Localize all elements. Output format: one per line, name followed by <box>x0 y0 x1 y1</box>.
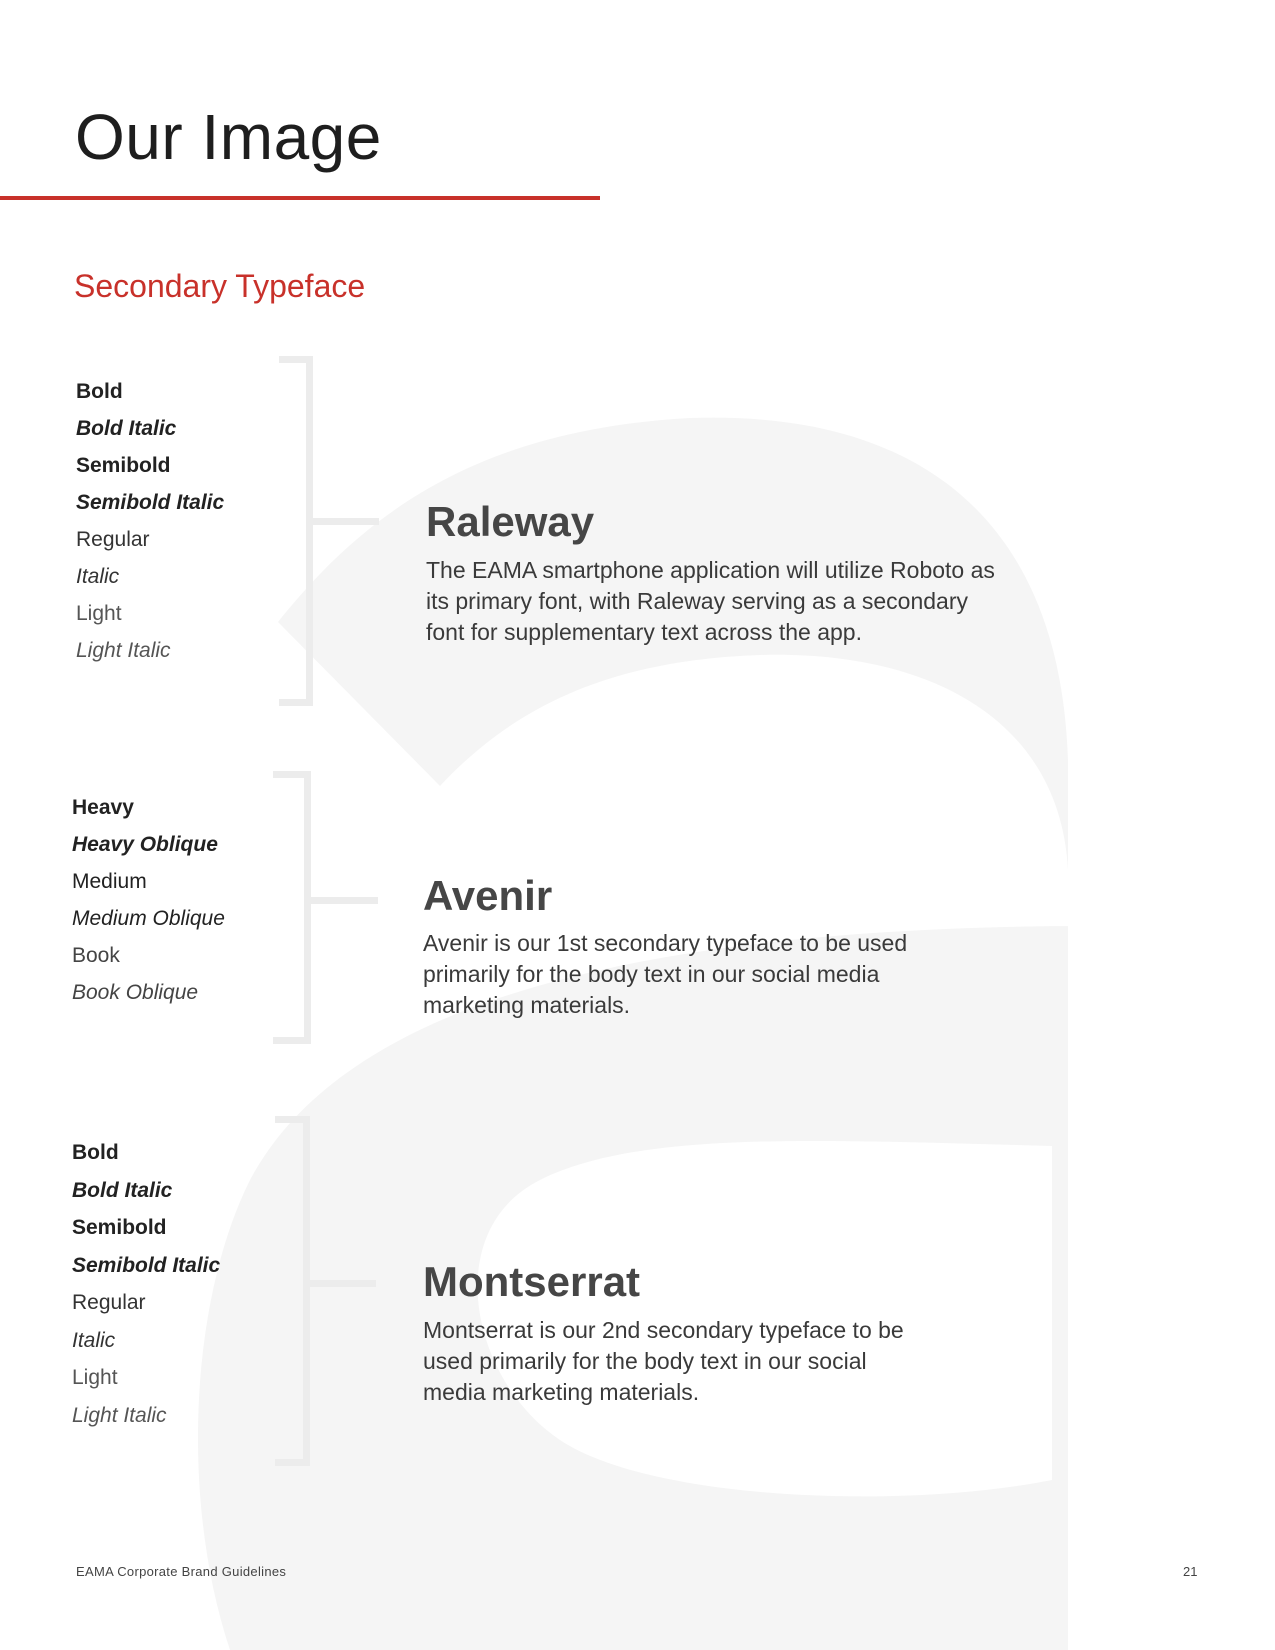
montserrat-weight-list <box>72 1141 220 1441</box>
montserrat-font-name: Montserrat <box>423 1258 641 1305</box>
weight-label: Book <box>72 944 120 967</box>
montserrat-description: Montserrat is our 2nd secondary typeface to be used primarily for the body text in our social media marketing materials. <box>423 1317 904 1405</box>
weight-label: Light <box>72 1366 118 1389</box>
weight-label: Medium <box>72 870 147 893</box>
raleway-font-name: Raleway <box>426 498 595 545</box>
weight-label: Regular <box>76 528 150 551</box>
title-underline <box>0 196 600 200</box>
weight-label: Book Oblique <box>72 981 199 1004</box>
weight-label: Semibold Italic <box>72 1253 221 1277</box>
page-title: Our Image <box>75 101 382 173</box>
weight-label: Bold <box>72 1141 119 1164</box>
footer-document-name: EAMA Corporate Brand Guidelines <box>76 1564 287 1579</box>
weight-label: Heavy Oblique <box>72 833 218 856</box>
weight-label: Heavy <box>72 796 134 819</box>
weight-label: Semibold <box>76 454 171 477</box>
weight-label: Light Italic <box>72 1403 167 1427</box>
weight-label: Regular <box>72 1291 146 1314</box>
weight-label: Semibold Italic <box>76 491 225 514</box>
raleway-description: The EAMA smartphone application will utilize Roboto as its primary font, with Raleway serving as a secondary font for supplementary text across the app. <box>426 557 995 645</box>
weight-label: Semibold <box>72 1216 167 1239</box>
weight-label: Medium Oblique <box>72 907 225 930</box>
weight-label: Light Italic <box>76 639 171 662</box>
footer-page-number: 21 <box>1183 1564 1198 1579</box>
weight-label: Bold <box>76 380 123 403</box>
weight-label: Bold Italic <box>76 417 177 440</box>
weight-label: Italic <box>76 565 120 588</box>
weight-label: Italic <box>72 1328 116 1352</box>
section-title: Secondary Typeface <box>74 268 366 304</box>
raleway-weight-list <box>76 380 224 676</box>
avenir-font-name: Avenir <box>423 872 553 919</box>
avenir-description: Avenir is our 1st secondary typeface to be used primarily for the body text in our social media marketing materials. <box>423 930 908 1018</box>
avenir-weight-list <box>72 796 225 1018</box>
weight-label: Bold Italic <box>72 1178 173 1202</box>
weight-label: Light <box>76 602 122 625</box>
